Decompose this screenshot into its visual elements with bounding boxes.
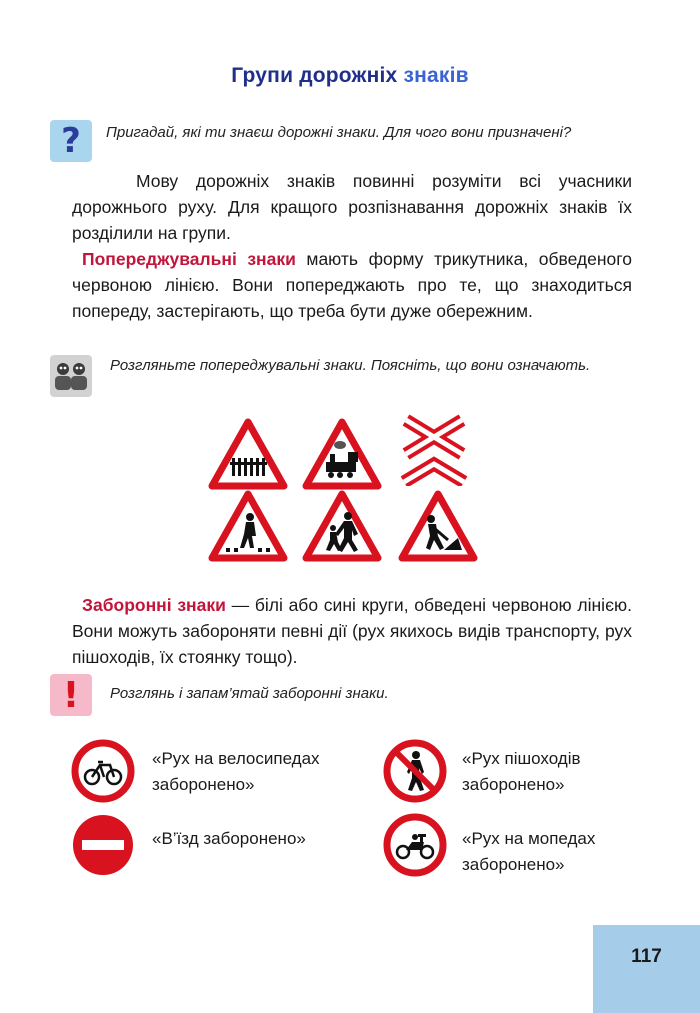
- pair-task-text: Розгляньте попереджувальні знаки. Поясніть, що вони означають.: [110, 357, 591, 374]
- warning-text: мають форму трикутника, обведеного червоною лінією. Вони попереджають про те, що знаходиться попереду, застерігають, що треба бути дуже обережним.: [72, 249, 632, 321]
- children-icon: [302, 490, 382, 562]
- title-part2: знаків: [403, 64, 469, 87]
- page-number-box: [593, 925, 700, 1013]
- no-bicycles-caption-1: «Рух на велосипедах: [152, 749, 320, 768]
- intro-paragraph: Мову дорожніх знаків повинні розуміти всі учасники дорожнього руху. Для кращого розпізнавання дорожніх знаків їх розділили на групи.: [72, 171, 632, 243]
- no-bicycles-caption-2: заборонено»: [152, 775, 255, 794]
- title-part1: Групи дорожніх: [231, 64, 404, 87]
- no-entry-caption: «В’їзд заборонено»: [152, 829, 306, 848]
- pair-work-icon: [50, 355, 92, 397]
- exclamation-icon: !: [50, 674, 92, 716]
- unguarded-railway-cross-icon: [398, 414, 470, 486]
- warning-heading: Попереджувальні знаки: [82, 249, 296, 269]
- prohibitory-text: — білі або сині круги, обведені червоною лінією. Вони можуть забороняти певні дії (рух якихось видів транспорту, рух пішоходів, їх стоянку тощо).: [72, 595, 632, 667]
- page-number: 117: [631, 946, 662, 967]
- railway-crossing-without-barrier-icon: [302, 418, 382, 490]
- no-pedestrians-icon: [382, 738, 448, 804]
- no-bicycles-icon: [70, 738, 136, 804]
- no-mopeds-caption-2: заборонено»: [462, 855, 565, 874]
- no-pedestrians-caption-1: «Рух пішоходів: [462, 749, 581, 768]
- page-title: [0, 64, 700, 88]
- no-entry-icon: [70, 812, 136, 878]
- question-mark-icon: ?: [50, 120, 92, 162]
- pedestrian-crossing-icon: [208, 490, 288, 562]
- no-mopeds-caption-1: «Рух на мопедах: [462, 829, 596, 848]
- prohibitory-paragraph: [72, 592, 632, 670]
- railway-crossing-with-barrier-icon: [208, 418, 288, 490]
- no-mopeds-icon: [382, 812, 448, 878]
- prohibitory-heading: Заборонні знаки: [82, 595, 226, 615]
- remember-task-text: Розглянь і запам’ятай заборонні знаки.: [110, 685, 389, 702]
- road-works-icon: [398, 490, 478, 562]
- no-pedestrians-caption-2: заборонено»: [462, 775, 565, 794]
- warning-paragraph: [72, 246, 632, 324]
- question-text: Пригадай, які ти знаєш дорожні знаки. Для чого вони призначені?: [106, 124, 572, 141]
